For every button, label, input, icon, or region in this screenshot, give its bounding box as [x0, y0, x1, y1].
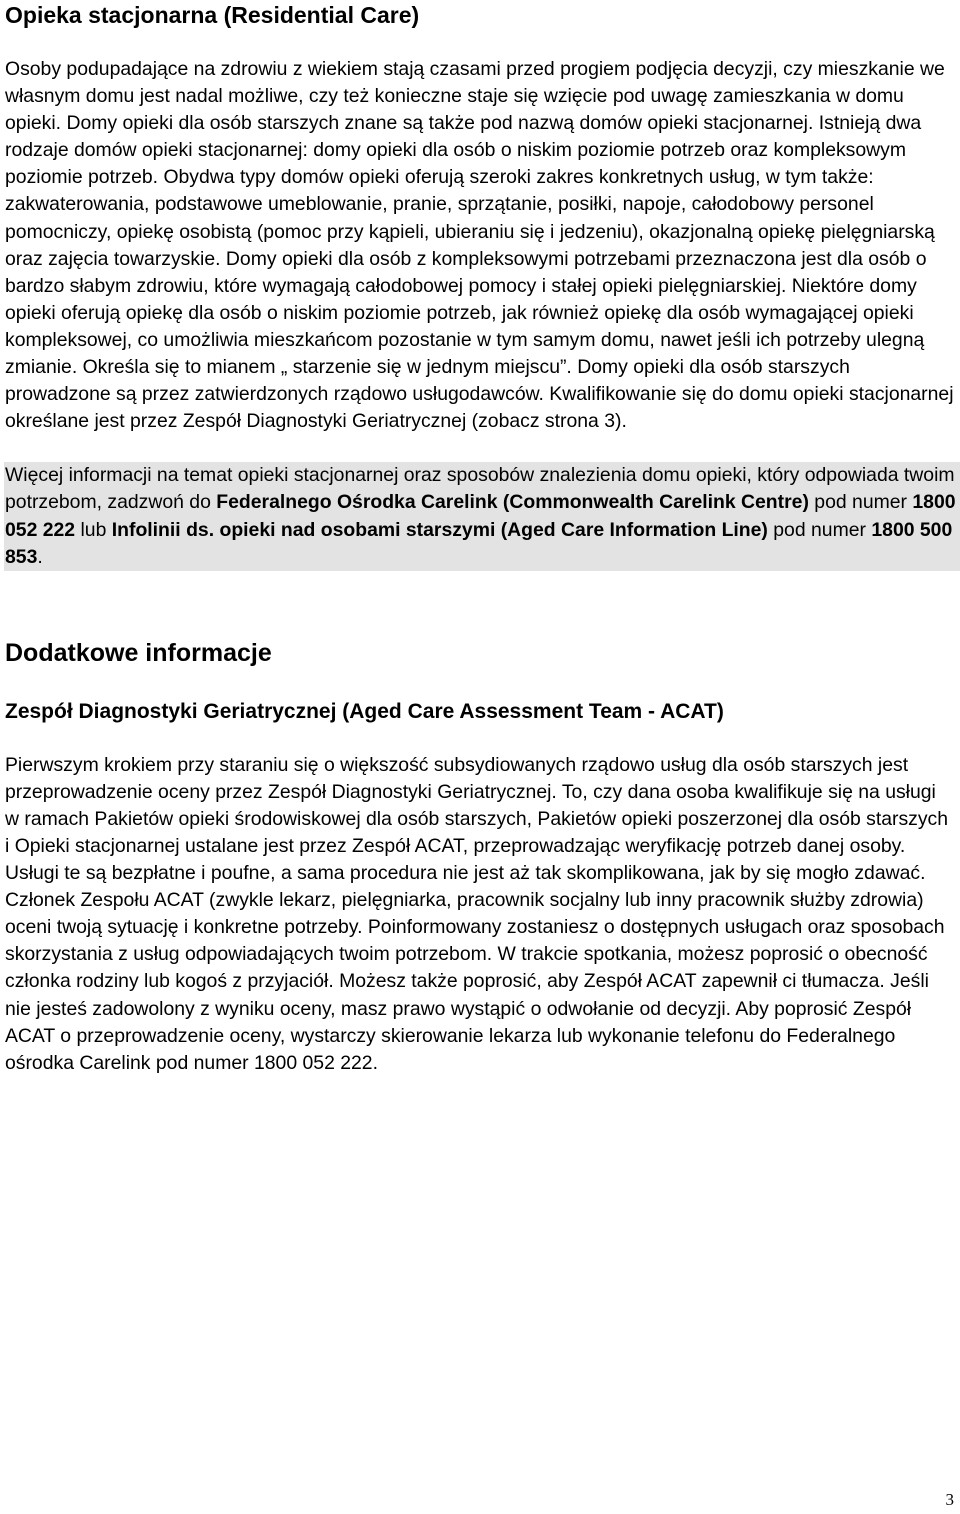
info-box [4, 462, 960, 570]
carelink-centre-name: Federalnego Ośrodka Carelink (Commonwealth Carelink Centre) [216, 491, 809, 514]
info-text-4: pod numer [767, 518, 872, 541]
info-text-3: lub [75, 518, 112, 541]
carelink-phone-number: 1800 052 222 [5, 491, 956, 541]
information-line-name: Infolinii ds. opieki nad osobami starszymi (Aged Care Information Line) [111, 518, 768, 541]
info-text-2: pod numer [808, 491, 913, 514]
info-text-5: . [37, 545, 43, 568]
information-line-phone-number: 1800 500 853 [5, 518, 953, 568]
page-number: 3 [945, 1490, 954, 1509]
acat-paragraph: Pierwszym krokiem przy staraniu się o większość subsydiowanych rządowo usług dla osób starszych jest przeprowadzenie oceny przez Zespół Diagnostyki Geriatrycznej. To, czy dana osoba kwalifikuje się na usługi w ramach Pakietów opieki środowiskowej dla osób starszych, Pakietów opieki poszerzonej dla osób starszych i Opieki stacjonarnej ustalane jest przez Zespół ACAT, przeprowadzając weryfikację potrzeb danej osoby. Usługi te są bezpłatne i poufne, a sama procedura nie jest aż tak skomplikowana, jak by się mogło zdawać. Członek Zespołu ACAT (zwykle lekarz, pielęgniarka, pracownik socjalny lub inny pracownik służby zdrowia) oceni twoją sytuację i konkretne potrzeby. Poinformowany zostaniesz o dostępnych usługach oraz sposobach skorzystania z usług odpowiadających twoim potrzebom. W trakcie spotkania, możesz poprosić o obecność członka rodziny lub kogoś z przyjaciół. Możesz także poprosić, aby Zespół ACAT zapewnił ci tłumacza. Jeśli nie jesteś zadowolony z wyniku oceny, masz prawo wystąpić o odwołanie od decyzji. Aby poprosić Zespół ACAT o przeprowadzenie oceny, wystarczy skierowanie lekarza lub wykonanie telefonu do Federalnego ośrodka Carelink pod numer 1800 052 222. [5, 753, 949, 1074]
subsection-heading: Zespół Diagnostyki Geriatrycznej (Aged Care Assessment Team - ACAT) [5, 699, 724, 723]
section-heading: Dodatkowe informacje [5, 638, 272, 667]
document-page [5, 0, 955, 1077]
info-text-1: Więcej informacji na temat opieki stacjonarnej oraz sposobów znalezienia domu opieki, który odpowiada twoim potrzebom, zadzwoń do [5, 464, 955, 514]
page-title: Opieka stacjonarna (Residential Care) [5, 2, 420, 28]
intro-paragraph: Osoby podupadające na zdrowiu z wiekiem stają czasami przed progiem podjęcia decyzji, czy mieszkanie we własnym domu jest nadal możliwe, czy też konieczne staje się wzięcie pod uwagę zamieszkania w domu opieki. Domy opieki dla osób starszych znane są także pod nazwą domów opieki stacjonarnej. Istnieją dwa rodzaje domów opieki stacjonarnej: domy opieki dla osób o niskim poziomie potrzeb oraz kompleksowym poziomie potrzeb. Obydwa typy domów opieki oferują szeroki zakres konkretnych usług, w tym także: zakwaterowania, podstawowe umeblowanie, pranie, sprzątanie, posiłki, napoje, całodobowy personel pomocniczy, opiekę osobistą (pomoc przy kąpieli, ubieraniu się i jedzeniu), okazjonalną opiekę pielęgniarską oraz zajęcia towarzyskie. Domy opieki dla osób z kompleksowymi potrzebami przeznaczona jest dla osób o bardzo słabym zdrowiu, które wymagają całodobowej pomocy i stałej opieki pielęgniarskiej. Niektóre domy opieki oferują opiekę dla osób o niskim poziomie potrzeb, jak również opiekę dla osób wymagającej opieki kompleksowej, co umożliwia mieszkańcom pozostanie w tym samym domu, nawet jeśli ich potrzeby ulegną zmianie. Określa się to mianem „ starzenie się w jednym miejscu”. Domy opieki dla osób starszych prowadzone są przez zatwierdzonych rządowo usługodawców. Kwalifikowanie się do domu opieki stacjonarnej określane jest przez Zespół Diagnostyki Geriatrycznej (zobacz strona 3). [5, 58, 954, 433]
